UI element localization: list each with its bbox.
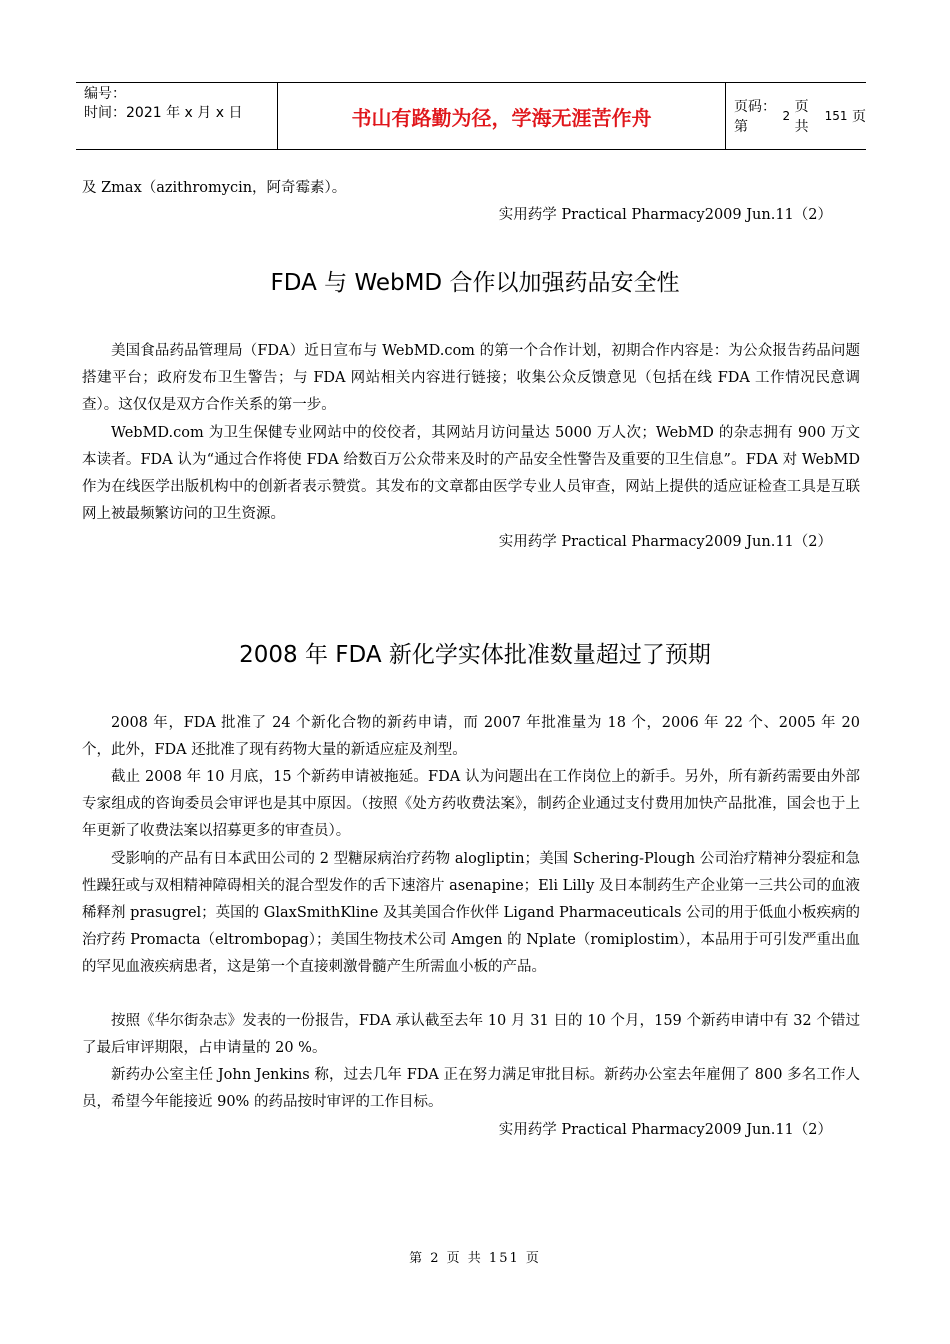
page-number: 2 bbox=[782, 109, 791, 123]
number-label: 编号： bbox=[84, 86, 126, 102]
article1-source: 实用药学 Practical Pharmacy2009 Jun.11（2） bbox=[498, 534, 832, 550]
article2-paragraph: 按照《华尔街杂志》发表的一份报告，FDA 承认截至去年 10 月 31 日的 10 个月，159 个新药申请中有 32 个错过了最后审评期限，占申请量的 20 %。 bbox=[82, 1013, 860, 1056]
article2-paragraph: 2008 年，FDA 批准了 24 个新化合物的新药申请，而 2007 年批准量为 18 个，2006 年 22 个、2005 年 20 个，此外，FDA 还批准了现有药物大量的新适应症及剂型。 bbox=[82, 715, 860, 758]
article1-title: FDA 与 WebMD 合作以加强药品安全性 bbox=[270, 270, 680, 296]
date-label: 时间：2021 年 x 月 x 日 bbox=[84, 105, 243, 121]
article2-source: 实用药学 Practical Pharmacy2009 Jun.11（2） bbox=[498, 1122, 832, 1138]
article2-paragraph: 受影响的产品有日本武田公司的 2 型糖尿病治疗药物 alogliptin；美国 Schering-Plough 公司治疗精神分裂症和急性躁狂或与双相精神障碍相关的混合型发作的舌下速溶片 asenapine；Eli Lilly 及日本制药生产企业第一三共公司的血液稀释剂 prasugrel；英国的 GlaxSmithKline 及其美国合作伙伴 Ligand Pharmaceuticals 公司的用于低血小板疾病的治疗药 Promacta（eltrombopag）；美国生物技术公司 Amgen 的 Nplate（romiplostim），本品用于可引发严重出血的罕见血液疾病患者，这是第一个直接刺激骨髓产生所需血小板的产品。 bbox=[82, 851, 861, 975]
page-footer: 第 2 页 共 151 页 bbox=[409, 1251, 541, 1266]
article2-paragraph: 新药办公室主任 John Jenkins 称，过去几年 FDA 正在努力满足审批目标。新药办公室去年雇佣了 800 多名工作人员，希望今年能接近 90% 的药品按时审评的工作目标。 bbox=[82, 1067, 860, 1110]
page-prefix: 页码：第 bbox=[734, 99, 776, 135]
header-page-info bbox=[726, 83, 866, 149]
page-mid: 页 共 bbox=[794, 99, 809, 135]
article2-paragraph: 截止 2008 年 10 月底，15 个新药申请被拖延。FDA 认为问题出在工作岗位上的新手。另外，所有新药需要由外部专家组成的咨询委员会审评也是其中原因。（按照《处方药收费法案》，制药企业通过支付费用加快产品批准，国会也于上年更新了收费法案以招募更多的审查员）。 bbox=[82, 769, 860, 839]
header-meta bbox=[76, 83, 278, 149]
page-suffix: 页 bbox=[852, 109, 866, 125]
intro-source: 实用药学 Practical Pharmacy2009 Jun.11（2） bbox=[498, 207, 832, 223]
header-motto: 书山有路勤为径，学海无涯苦作舟 bbox=[278, 83, 726, 149]
article1-paragraph: 美国食品药品管理局（FDA）近日宣布与 WebMD.com 的第一个合作计划，初期合作内容是：为公众报告药品问题搭建平台；政府发布卫生警告；与 FDA 网站相关内容进行链接；收集公众反馈意见（包括在线 FDA 工作情况民意调查）。这仅仅是双方合作关系的第一步。 bbox=[82, 343, 860, 413]
article1-paragraph: WebMD.com 为卫生保健专业网站中的佼佼者，其网站月访问量达 5000 万人次；WebMD 的杂志拥有 900 万文本读者。FDA 认为“通过合作将使 FDA 给数百万公众带来及时的产品安全性警告及重要的卫生信息”。FDA 对 WebMD 作为在线医学出版机构中的创新者表示赞赏。其发布的文章都由医学专业人员审查，网站上提供的适应证检查工具是互联网上被最频繁访问的卫生资源。 bbox=[82, 425, 860, 522]
page-header bbox=[76, 82, 866, 150]
article2-title: 2008 年 FDA 新化学实体批准数量超过了预期 bbox=[239, 642, 711, 668]
intro-line: 及 Zmax（azithromycin，阿奇霉素）。 bbox=[82, 180, 347, 196]
page-total: 151 bbox=[824, 109, 848, 123]
